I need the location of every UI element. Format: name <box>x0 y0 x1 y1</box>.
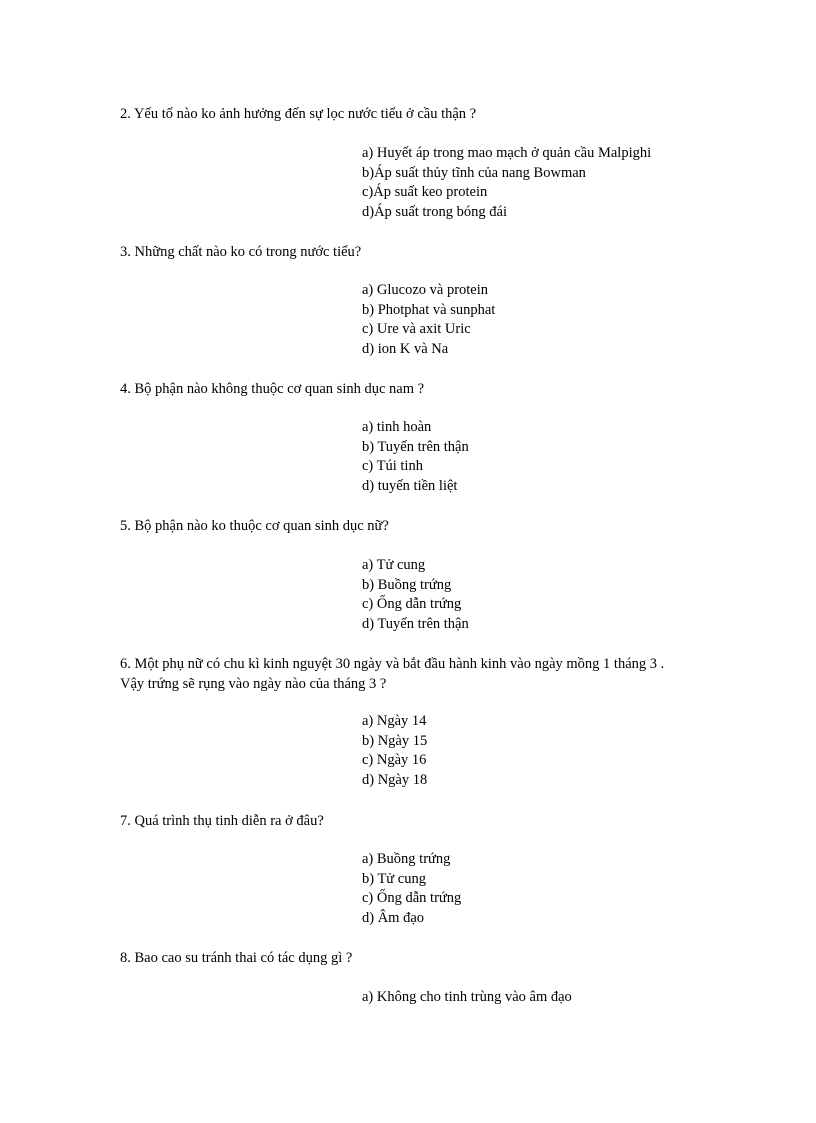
question-6: 6. Một phụ nữ có chu kì kinh nguyệt 30 ngày và bắt đầu hành kinh vào ngày mồng 1 tháng 3 . Vậy trứng sẽ rụng vào ngày nào của tháng 3 ? <box>120 656 665 692</box>
question-7-options <box>362 850 461 928</box>
question-4-options <box>362 418 469 496</box>
option-c: c) Ống dẫn trứng <box>362 596 462 613</box>
option-d: d) tuyến tiền liệt <box>362 477 458 494</box>
option-a: a) Glucozo và protein <box>362 282 489 298</box>
option-c: c)Áp suất keo protein <box>362 184 488 201</box>
option-a: a) Buồng trứng <box>362 851 451 867</box>
question-8: 8. Bao cao su tránh thai có tác dụng gì ? <box>120 950 353 966</box>
option-d: d)Áp suất trong bóng đái <box>362 203 507 220</box>
option-a: a) Tử cung <box>362 557 426 573</box>
option-a: a) Không cho tinh trùng vào âm đạo <box>362 989 572 1005</box>
option-d: d) Âm đạo <box>362 909 425 926</box>
question-7: 7. Quá trình thụ tinh diễn ra ở đâu? <box>120 813 324 829</box>
option-c: c) Ống dẫn trứng <box>362 890 462 907</box>
option-b: b) Tử cung <box>362 870 426 887</box>
question-2-options <box>362 144 651 222</box>
question-3-options <box>362 281 495 359</box>
question-5-options <box>362 556 469 634</box>
question-5: 5. Bộ phận nào ko thuộc cơ quan sinh dục nữ? <box>120 518 389 534</box>
option-b: b) Photphat và sunphat <box>362 301 496 318</box>
question-3: 3. Những chất nào ko có trong nước tiểu? <box>120 244 362 260</box>
option-c: c) Túi tinh <box>362 458 423 475</box>
option-b: b)Áp suất thủy tĩnh của nang Bowman <box>362 164 586 181</box>
option-c: c) Ngày 16 <box>362 752 427 769</box>
option-b: b) Tuyến trên thận <box>362 438 469 455</box>
question-8-options <box>362 988 572 1008</box>
option-d: d) Ngày 18 <box>362 771 428 788</box>
question-2: 2. Yếu tố nào ko ảnh hưởng đến sự lọc nước tiểu ở cầu thận ? <box>120 106 477 122</box>
question-6-options <box>362 712 427 790</box>
option-b: b) Ngày 15 <box>362 732 428 749</box>
option-d: d) ion K và Na <box>362 340 449 357</box>
question-4: 4. Bộ phận nào không thuộc cơ quan sinh dục nam ? <box>120 381 425 397</box>
option-b: b) Buồng trứng <box>362 576 452 593</box>
option-d: d) Tuyến trên thận <box>362 615 469 632</box>
option-a: a) Ngày 14 <box>362 713 427 729</box>
option-a: a) Huyết áp trong mao mạch ở quản cầu Malpighi <box>362 145 652 161</box>
option-a: a) tinh hoàn <box>362 419 432 435</box>
option-c: c) Ure và axit Uric <box>362 321 471 338</box>
